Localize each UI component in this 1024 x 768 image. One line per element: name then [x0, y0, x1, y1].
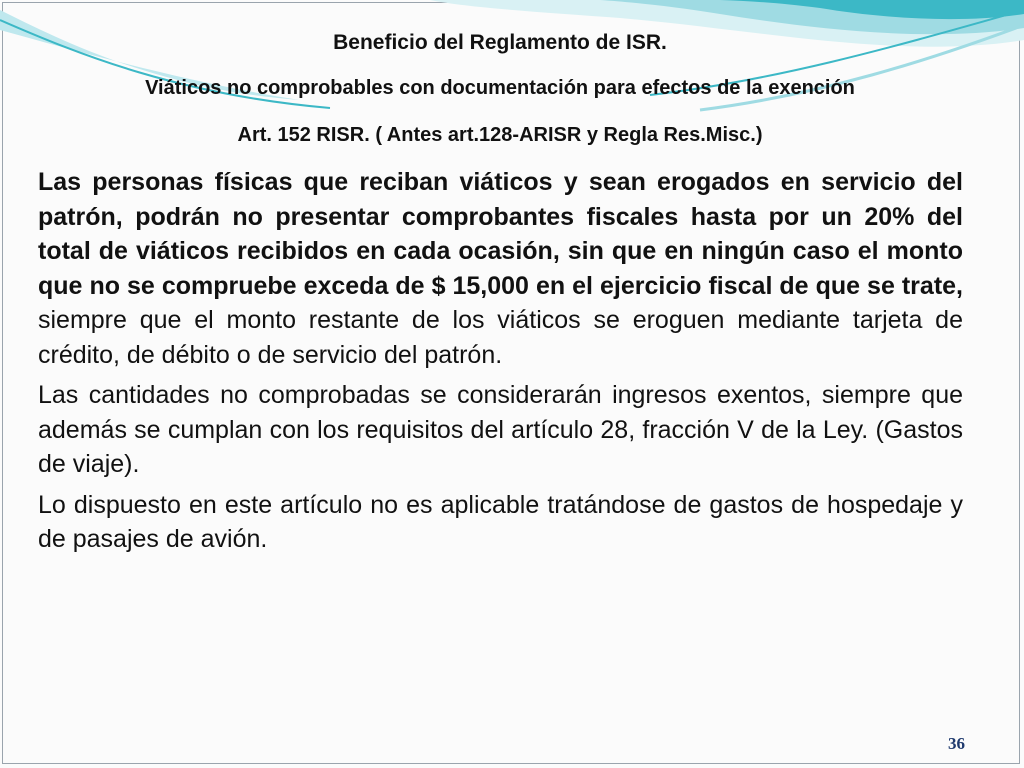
- slide-subtitle: Viáticos no comprobables con documentación para efectos de la exención: [145, 77, 855, 99]
- paragraph-2: Las cantidades no comprobadas se considerarán ingresos exentos, siempre que además se cumplan con los requisitos del artículo 28, fracción V de la Ley. (Gastos de viaje).: [38, 381, 963, 478]
- article-reference: Art. 152 RISR. ( Antes art.128-ARISR y Regla Res.Misc.): [237, 124, 763, 146]
- paragraph-3: Lo dispuesto en este artículo no es aplicable tratándose de gastos de hospedaje y de pasajes de avión.: [38, 490, 963, 553]
- paragraph-1-bold: Las personas físicas que reciban viáticos y sean erogados en servicio del patrón, podrán no presentar comprobantes fiscales hasta por un 20% del total de viáticos recibidos en cada ocasión, sin que en ningún caso el monto que no se compruebe exceda de $ 15,000 en el ejercicio fiscal de que se trate,: [38, 168, 963, 300]
- page-number: 36: [948, 734, 965, 753]
- decorative-waves: [0, 0, 1024, 120]
- paragraph-1: [38, 165, 963, 372]
- paragraph-1-regular: siempre que el monto restante de los viáticos se eroguen mediante tarjeta de crédito, de débito o de servicio del patrón.: [38, 306, 963, 369]
- slide-title: Beneficio del Reglamento de ISR.: [333, 31, 667, 54]
- body-text: [38, 165, 963, 563]
